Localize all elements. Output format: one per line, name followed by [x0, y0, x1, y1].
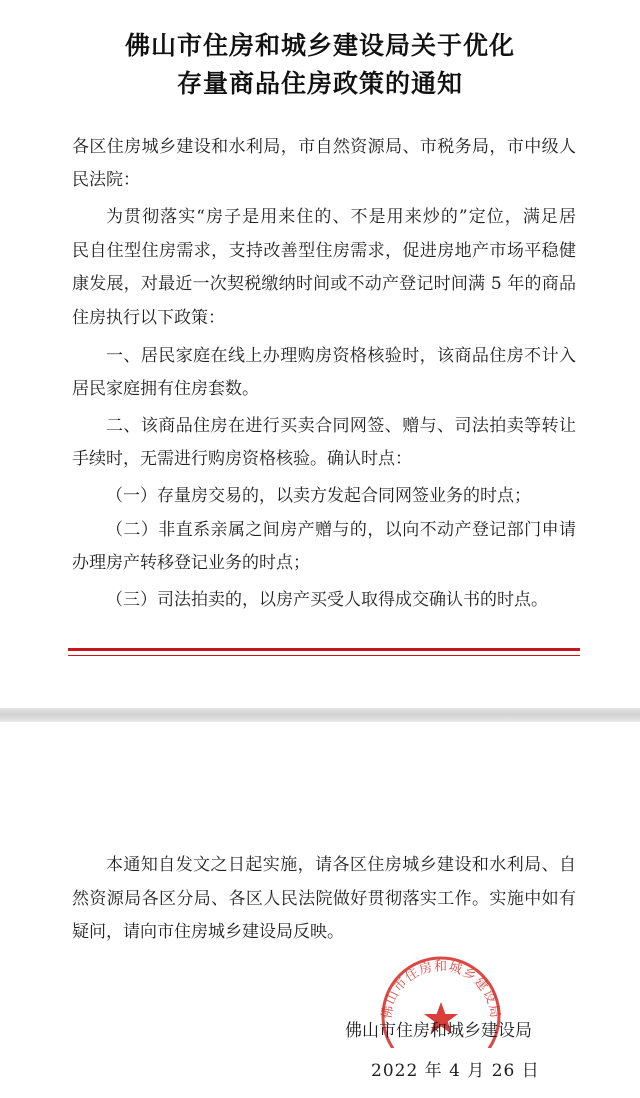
closing-line-3: 疑问，请向市住房城乡建设局反映。 [72, 922, 344, 942]
document-page-2 [0, 722, 640, 1098]
red-divider-thick [68, 648, 580, 651]
sub-item-1: （一）存量房交易的，以卖方发起合同网签业务的时点； [106, 486, 531, 506]
signature-organization: 佛山市住房和城乡建设局 [345, 1021, 532, 1041]
intro-line-1: 为贯彻落实“房子是用来住的、不是用来炒的”定位，满足居 [106, 207, 576, 227]
sub-item-3: （三）司法拍卖的，以房产买受人取得成交确认书的时点。 [106, 590, 548, 610]
red-divider-thin [68, 655, 580, 656]
intro-line-4: 住房执行以下政策： [72, 308, 225, 328]
document-title-line-2: 存量商品住房政策的通知 [176, 69, 463, 98]
sub-item-2-line-1: （二）非直系亲属之间房产赠与的，以向不动产登记部门申请 [106, 520, 576, 540]
closing-line-1: 本通知自发文之日起实施，请各区住房城乡建设和水利局、自 [106, 855, 576, 875]
sub-item-2-line-2: 办理房产转移登记业务的时点； [72, 553, 310, 573]
page-gap [0, 708, 640, 722]
closing-line-2: 然资源局各区分局、各区人民法院做好贯彻落实工作。实施中如有 [72, 889, 576, 909]
signature-date: 2022 年 4 月 26 日 [371, 1061, 540, 1081]
policy-item-2-line-1: 二、该商品住房在进行买卖合同网签、赠与、司法拍卖等转让 [106, 416, 576, 436]
policy-item-1-line-1: 一、居民家庭在线上办理购房资格核验时，该商品住房不计入 [106, 346, 576, 366]
policy-item-2-line-2: 手续时，无需进行购房资格核验。确认时点： [72, 449, 412, 469]
policy-item-1-line-2: 居民家庭拥有住房套数。 [72, 379, 259, 399]
svg-text:佛山市住房和城乡建设局: 佛山市住房和城乡建设局 [379, 959, 503, 1020]
intro-line-2: 民自住型住房需求，支持改善型住房需求，促进房地产市场平稳健 [72, 241, 576, 261]
intro-line-3: 康发展，对最近一次契税缴纳时间或不动产登记时间满 5 年的商品 [72, 274, 576, 294]
addressee-line-1: 各区住房城乡建设和水利局，市自然资源局、市税务局，市中级人 [72, 137, 576, 157]
addressee-line-2: 民法院： [72, 170, 140, 190]
document-title-line-1: 佛山市住房和城乡建设局关于优化 [124, 31, 515, 60]
